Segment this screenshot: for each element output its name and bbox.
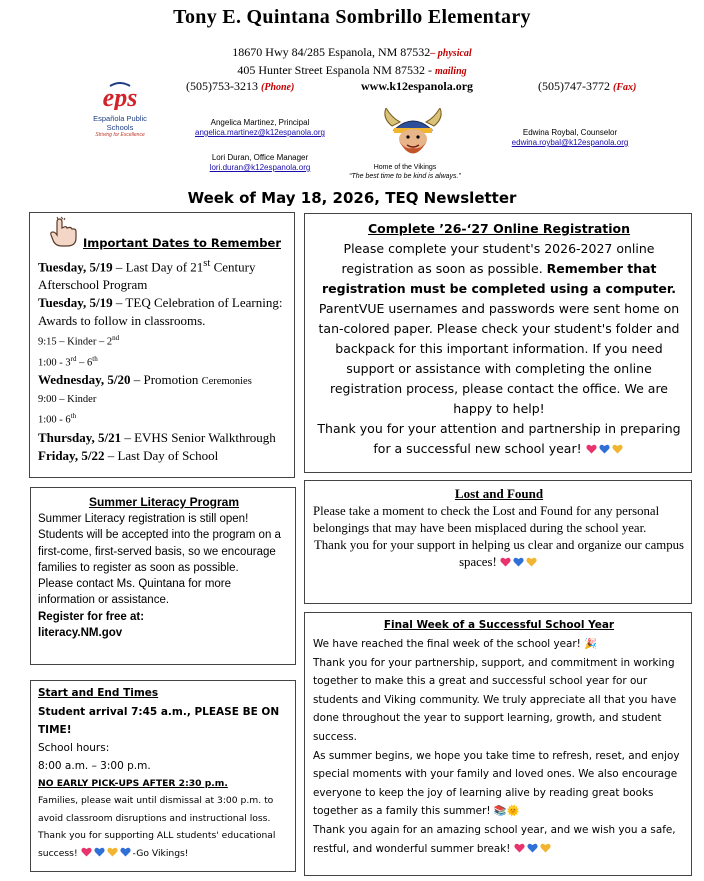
svg-text:eps: eps xyxy=(102,83,138,110)
date-item: Tuesday, 5/19 – TEQ Celebration of Learning: Awards to follow in classrooms. xyxy=(38,295,283,329)
date-item: 9:15 – Kinder – 2nd xyxy=(38,334,120,348)
address-physical: 18670 Hwy 84/285 Espanola, NM 87532– physical xyxy=(232,45,472,59)
summer-literacy-body: Summer Literacy registration is still open! Students will be accepted into the program on a first-come, first-served basis, so we encourage families to register as soon as possible. Please contact Ms. Quintana for more information or assistance. Register for free at: literacy.NM.gov xyxy=(38,511,290,641)
date-item: Wednesday, 5/20 – Promotion Ceremonies xyxy=(38,372,252,388)
principal-email-link[interactable]: angelica.martinez@k12espanola.org xyxy=(195,128,325,137)
lost-and-found-body: Please take a moment to check the Lost and Found for any personal belongings that may have been misplaced during the school year. Thank you for your support in helping us clear and organize our campus spaces! xyxy=(313,504,685,569)
lost-and-found-heading: Lost and Found xyxy=(454,486,544,501)
logo-name: Española Public Schools xyxy=(93,114,147,132)
heart-icon xyxy=(599,444,610,454)
office-manager-contact: Lori Duran, Office Manager lori.duran@k12espanola.org xyxy=(180,153,340,173)
registration-thanks: Thank you for your attention and partnership in preparing for a successful new school year! xyxy=(317,421,681,456)
heart-icon xyxy=(514,843,525,853)
counselor-email-link[interactable]: edwina.roybal@k12espanola.org xyxy=(511,138,629,147)
logo-tagline: Striving for Excellence xyxy=(95,132,145,138)
fax-number: (505)747-3772 (Fax) xyxy=(538,79,637,93)
date-item: Tuesday, 5/19 – Last Day of 21st Century Afterschool Program xyxy=(38,258,256,293)
important-dates-box xyxy=(29,212,295,478)
hearts-icon xyxy=(586,441,625,456)
date-item: 1:00 - 3rd – 6th xyxy=(38,354,98,369)
heart-icon xyxy=(586,444,597,454)
address-mailing: 405 Hunter Street Espanola NM 87532 - mailing xyxy=(237,63,467,77)
summer-literacy-box xyxy=(30,487,296,665)
mascot-quote: “The best time to be kind is always.” xyxy=(349,173,461,180)
final-week-body: We have reached the final week of the school year! 🎉 Thank you for your partnership, support, and commitment in working together to make this a great and successful school year for our students and Viking community. We truly appreciate all that you have done throughout the year to support learning, growth, and student success. As summer begins, we hope you take time to refresh, reset, and enjoy special moments with your family and loved ones. We also encourage everyone to keep the joy of learning alive by reading great books together as a family this summer! 📚🌞 Thank you again for an amazing school year, and we wish you a safe, restful, and wonderful summer break! xyxy=(313,638,680,855)
heart-icon xyxy=(107,847,118,857)
office-manager-email-link[interactable]: lori.duran@k12espanola.org xyxy=(209,163,311,172)
hand-pointing-icon xyxy=(49,216,79,248)
date-item: Thursday, 5/21 – EVHS Senior Walkthrough xyxy=(38,429,276,445)
heart-icon xyxy=(120,847,131,857)
registration-body: Please complete your student's 2026-2027 online registration as soon as possible. Remember that registration must be completed using a computer. ParentVUE usernames and passwords were sent home on tan-colored paper. Please check your student's folder and backpack for this important information. If you need support or assistance with completing the online registration process, please contact the office. We are happy to help! Thank you for your attention and partnership in preparing for a successful new school year! xyxy=(313,239,685,459)
lost-and-found-box xyxy=(304,480,692,604)
final-week-heading: Final Week of a Successful School Year xyxy=(383,619,615,631)
newsletter-week-title: Week of May 18, 2026, TEQ Newsletter xyxy=(187,189,517,207)
heart-icon xyxy=(81,847,92,857)
date-item: Friday, 5/22 – Last Day of School xyxy=(38,447,219,463)
date-item: 1:00 - 6th xyxy=(38,412,77,426)
school-name: Tony E. Quintana Sombrillo Elementary xyxy=(173,6,531,28)
heart-icon xyxy=(540,843,551,853)
summer-literacy-heading: Summer Literacy Program xyxy=(88,495,240,509)
literacy-url-link[interactable]: literacy.NM.gov xyxy=(38,627,123,640)
heart-icon xyxy=(527,843,538,853)
principal-contact: Angelica Martinez, Principal angelica.martinez@k12espanola.org xyxy=(180,118,340,138)
heart-icon xyxy=(94,847,105,857)
mascot-caption: Home of the Vikings “The best time to be kind is always.” xyxy=(345,163,465,181)
heart-icon xyxy=(513,557,524,567)
website-link[interactable]: www.k12espanola.org xyxy=(361,79,474,93)
registration-heading: Complete ’26-‘27 Online Registration xyxy=(367,221,631,236)
phone-number: (505)753-3213 (Phone) xyxy=(186,79,295,93)
heart-icon xyxy=(612,444,623,454)
hearts-icon xyxy=(81,848,133,859)
important-dates-heading: Important Dates to Remember xyxy=(83,236,281,250)
heart-icon xyxy=(526,557,537,567)
viking-mascot-icon xyxy=(378,108,448,160)
hearts-icon xyxy=(500,555,539,569)
counselor-contact: Edwina Roybal, Counselor edwina.roybal@k12espanola.org xyxy=(490,128,650,148)
start-end-times-body: Student arrival 7:45 a.m., PLEASE BE ON TIME! School hours: 8:00 a.m. – 3:00 p.m. NO EARLY PICK-UPS AFTER 2:30 p.m. Families, please wait until dismissal at 3:00 p.m. to avoid classroom disruptions and instructional loss. Thank you for supporting ALL students' educational success! -Go Vikings! xyxy=(38,706,280,859)
start-end-times-heading: Start and End Times xyxy=(38,687,159,699)
eps-logo-icon xyxy=(80,82,160,138)
start-end-times-box xyxy=(30,680,296,872)
heart-icon xyxy=(500,557,511,567)
final-week-box xyxy=(304,612,692,876)
registration-box xyxy=(304,213,692,473)
date-item: 9:00 – Kinder xyxy=(38,394,97,406)
eps-logo-mark xyxy=(80,82,160,110)
hearts-icon xyxy=(514,843,553,855)
important-dates-list xyxy=(38,255,292,465)
